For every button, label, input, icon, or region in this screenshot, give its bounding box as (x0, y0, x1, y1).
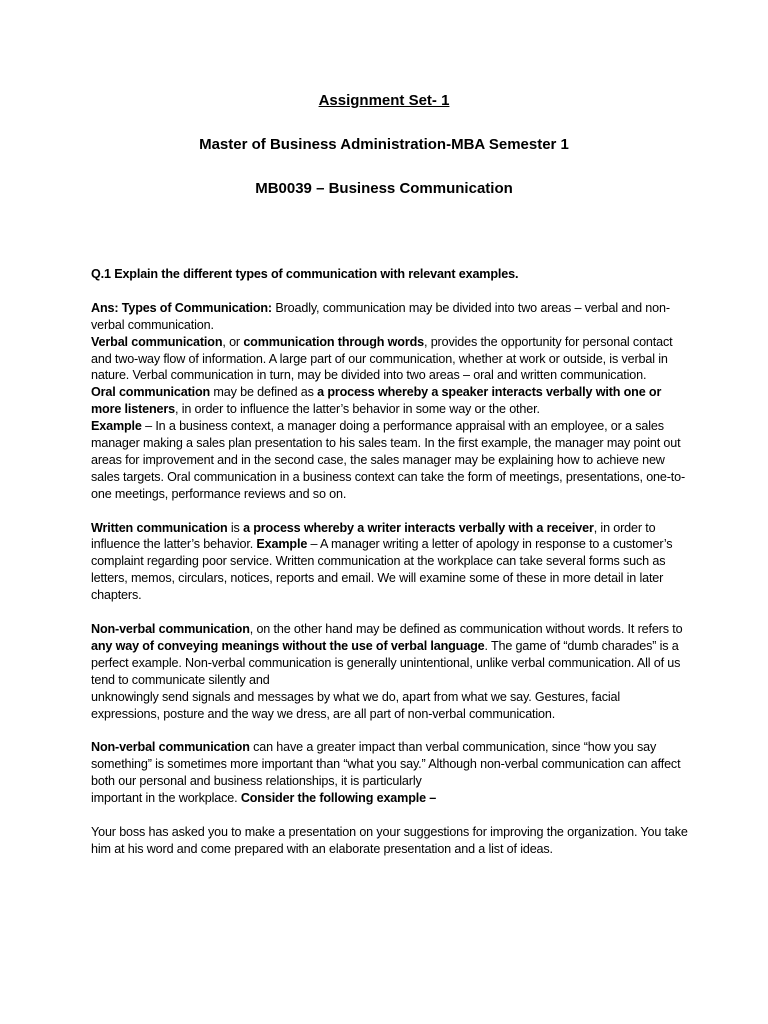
course-title: MB0039 – Business Communication (255, 180, 513, 197)
impact-paragraph: Non-verbal communication can have a greater impact than verbal communication, since “how you say something” is sometimes more important than “what you say.” Although non-verbal communication can affect both our personal and business relationships, it is particularly (91, 740, 681, 789)
program-title: Master of Business Administration-MBA Semester 1 (199, 136, 569, 153)
assignment-title: Assignment Set- 1 (318, 92, 450, 109)
verbal-paragraph: Verbal communication, or communication through words, provides the opportunity for personal contact and two-way flow of information. A large part of our communication, whether at work or outside, is verbal in nature. Verbal communication in turn, may be divided into two areas – oral and written communication. (91, 334, 673, 383)
impact-continuation: important in the workplace. Consider the following example – (91, 791, 437, 806)
nonverbal-continuation: unknowingly send signals and messages by what we do, apart from what we say. Gestures, facial expressions, posture and the way we dress, are all part of non-verbal communication. (91, 689, 621, 721)
scenario-paragraph: Your boss has asked you to make a presentation on your suggestions for improving the organization. You take him at his word and come prepared with an elaborate presentation and a list of ideas. (91, 824, 688, 856)
written-paragraph: Written communication is a process whereby a writer interacts verbally with a receiver, in order to influence the latter’s behavior. Example – A manager writing a letter of apology in response to a customer’s complaint regarding poor service. Written communication at the workplace can take several forms such as letters, memos, circulars, notices, reports and email. We will examine some of these in more detail in later chapters. (91, 520, 673, 603)
nonverbal-paragraph: Non-verbal communication, on the other hand may be defined as communication without words. It refers to any way of conveying meanings without the use of verbal language. The game of “dumb charades” is a perfect example. Non-verbal communication is generally unintentional, unlike verbal communication. All of us tend to communicate silently and (91, 621, 683, 687)
question: Q.1 Explain the different types of communication with relevant examples. (91, 267, 519, 281)
example-paragraph: Example – In a business context, a manager doing a performance appraisal with an employee, or a sales manager making a sales plan presentation to his sales team. In the first example, the manager may point out areas for improvement and in the second case, the sales manager may be explaining how to achieve new sales targets. Oral communication in a business context can take the form of meetings, presentations, one-to-one meetings, performance reviews and so on. (91, 419, 686, 501)
oral-paragraph: Oral communication may be defined as a process whereby a speaker interacts verbally with one or more listeners, in order to influence the latter’s behavior in some way or the other. (91, 385, 662, 417)
document-body (91, 266, 691, 858)
answer-types-paragraph: Ans: Types of Communication: Broadly, communication may be divided into two areas – verbal and non-verbal communication. (91, 300, 670, 332)
